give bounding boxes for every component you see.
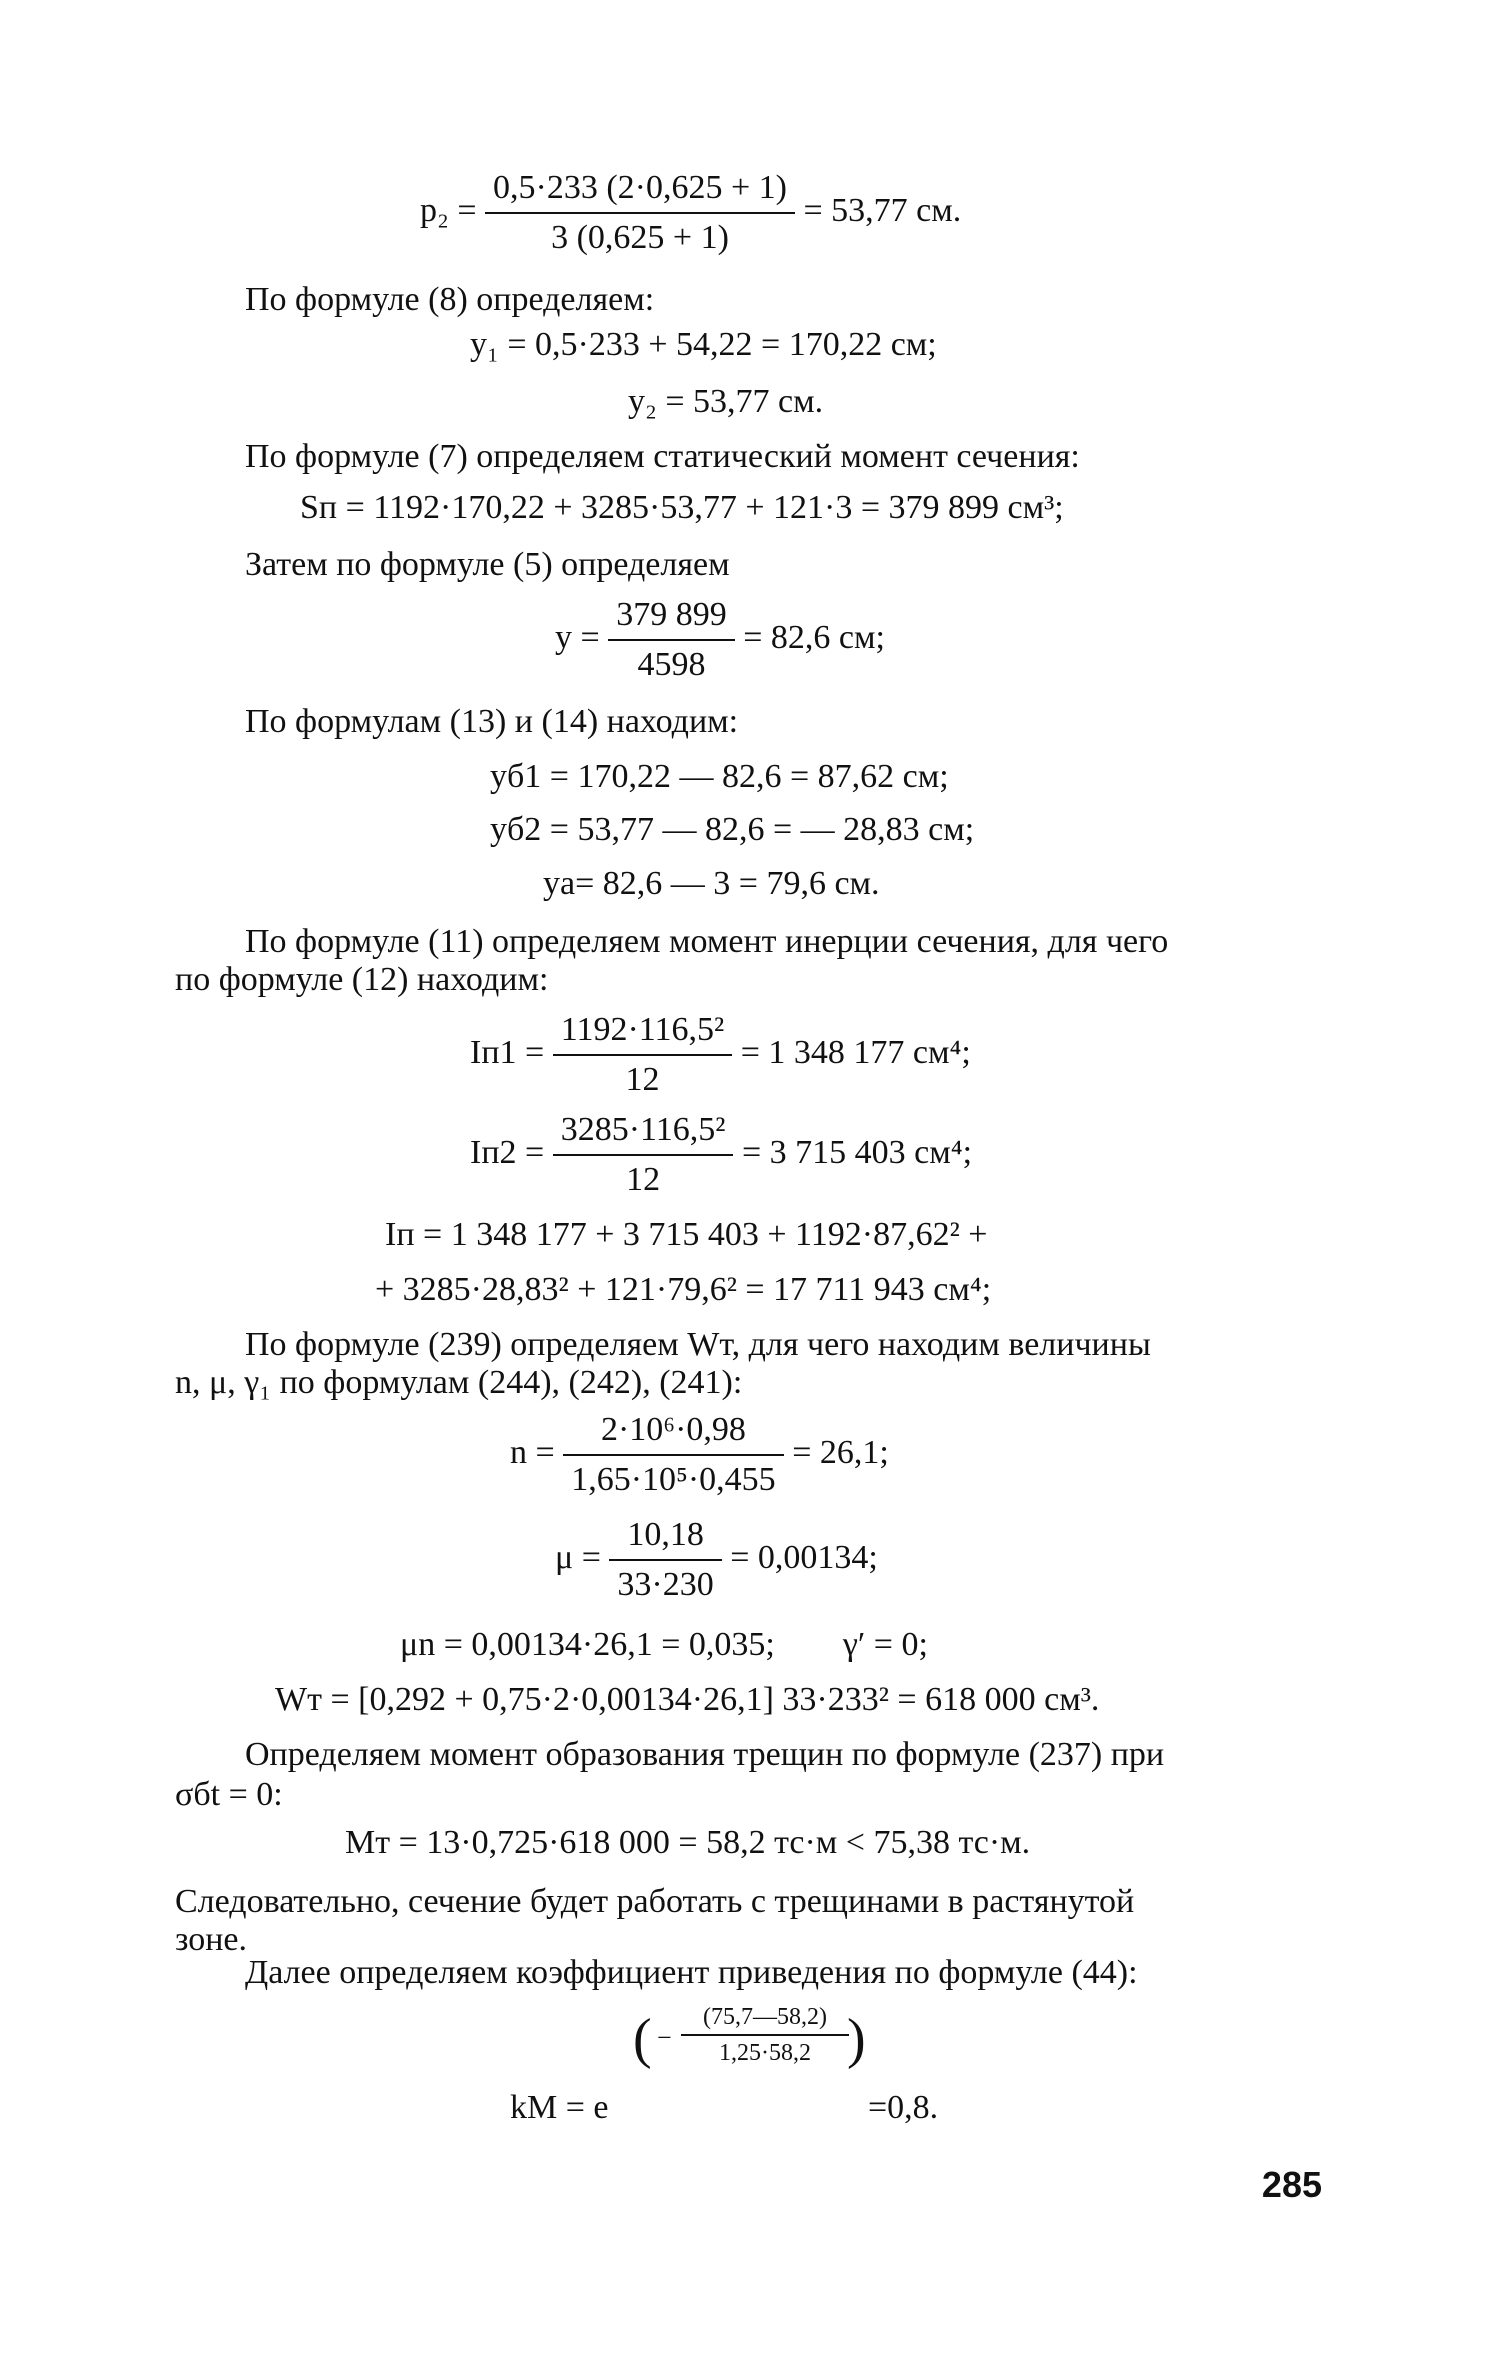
equation-mu (555, 1515, 878, 1605)
ip2-lhs: Iп2 = (470, 1133, 545, 1171)
n-fraction (563, 1410, 784, 1500)
ip1-lhs: Iп1 = (470, 1033, 545, 1071)
mu-numerator: 10,18 (609, 1515, 721, 1561)
ip1-denominator: 12 (625, 1061, 660, 1098)
page-number: 285 (1261, 2164, 1322, 2205)
text-formula11-line2: по формуле (12) находим: (175, 961, 549, 998)
mu-lhs: μ = (555, 1538, 601, 1576)
mu-fraction (609, 1515, 721, 1605)
text-formula5: Затем по формуле (5) определяем (245, 546, 730, 583)
y-rhs: = 82,6 см; (743, 618, 885, 656)
ip2-denominator: 12 (626, 1161, 661, 1198)
ip1-fraction (553, 1010, 733, 1100)
equation-km-rhs: =0,8. (868, 2089, 939, 2126)
text-formula11-line1: По формуле (11) определяем момент инерции сечения, для чего (245, 923, 1169, 960)
equation-yb1: yб1 = 170,22 — 82,6 = 87,62 см; (490, 758, 949, 795)
p2-fraction (485, 168, 795, 258)
equation-ip-line2: + 3285·28,83² + 121·79,6² = 17 711 943 см⁴; (375, 1271, 992, 1308)
y-lhs: y = (555, 618, 600, 656)
text-conclusion-line1: Следовательно, сечение будет работать с трещинами в растянутой (175, 1883, 1135, 1920)
mu-denominator: 33·230 (617, 1566, 714, 1603)
km-exponent-numerator: (75,7—58,2) (681, 2003, 849, 2036)
equation-wt: Wт = [0,292 + 0,75·2·0,00134·26,1] 33·233² = 618 000 см³. (275, 1681, 1100, 1718)
text-formula13: По формулам (13) и (14) находим: (245, 703, 739, 740)
km-exponent-fraction (681, 2003, 849, 2067)
ip2-rhs: = 3 715 403 см⁴; (741, 1133, 973, 1171)
text-formula239-line2: n, μ, γ₁ по формулам (244), (242), (241): (175, 1364, 743, 1401)
equation-ip1 (470, 1010, 971, 1100)
km-exponent-left-paren: ( (633, 2008, 652, 2070)
equation-y2: y₂ = 53,77 см. (628, 383, 824, 420)
y-numerator: 379 899 (608, 595, 735, 641)
text-formula237-line2: σбt = 0: (175, 1776, 283, 1813)
n-lhs: n = (510, 1433, 555, 1471)
equation-ya: yа= 82,6 — 3 = 79,6 см. (543, 865, 880, 902)
ip2-numerator: 3285·116,5² (553, 1110, 734, 1156)
equation-mun: μn = 0,00134·26,1 = 0,035; γ′ = 0; (400, 1626, 928, 1663)
equation-sp: Sп = 1192·170,22 + 3285·53,77 + 121·3 = 379 899 см³; (300, 489, 1064, 526)
n-rhs: = 26,1; (792, 1433, 889, 1471)
text-formula44: Далее определяем коэффициент приведения по формуле (44): (245, 1954, 1138, 1991)
p2-numerator: 0,5·233 (2·0,625 + 1) (485, 168, 795, 214)
km-exponent (633, 2003, 866, 2083)
p2-lhs: p₂ = (420, 191, 477, 229)
equation-y (555, 595, 885, 685)
n-denominator: 1,65·10⁵·0,455 (571, 1461, 776, 1498)
equation-mt: Mт = 13·0,725·618 000 = 58,2 тс·м < 75,38 тс·м. (345, 1824, 1031, 1861)
equation-yb2: yб2 = 53,77 — 82,6 = — 28,83 см; (490, 811, 975, 848)
y-denominator: 4598 (637, 646, 706, 683)
equation-ip2 (470, 1110, 972, 1200)
equation-n (510, 1410, 889, 1500)
ip2-fraction (553, 1110, 734, 1200)
equation-km-lhs: kM = e (510, 2089, 609, 2126)
ip1-rhs: = 1 348 177 см⁴; (740, 1033, 971, 1071)
n-numerator: 2·10⁶·0,98 (563, 1410, 784, 1456)
p2-denominator: 3 (0,625 + 1) (551, 219, 729, 256)
mu-rhs: = 0,00134; (730, 1538, 878, 1576)
equation-p2 (420, 168, 961, 258)
km-exponent-denominator: 1,25·58,2 (719, 2040, 811, 2066)
ip1-numerator: 1192·116,5² (553, 1010, 733, 1056)
text-conclusion-line2: зоне. (175, 1921, 248, 1958)
equation-ip-line1: Iп = 1 348 177 + 3 715 403 + 1192·87,62² + (385, 1216, 988, 1253)
text-formula7: По формуле (7) определяем статический момент сечения: (245, 438, 1080, 475)
text-formula237-line1: Определяем момент образования трещин по формуле (237) при (245, 1736, 1165, 1773)
y-fraction (608, 595, 735, 685)
p2-rhs: = 53,77 см. (803, 191, 962, 229)
equation-y1: y₁ = 0,5·233 + 54,22 = 170,22 см; (470, 326, 937, 363)
text-formula239-line1: По формуле (239) определяем Wт, для чего находим величины (245, 1326, 1151, 1363)
text-formula8: По формуле (8) определяем: (245, 281, 655, 318)
km-exponent-minus: − (657, 2023, 672, 2052)
km-exponent-right-paren: ) (847, 2008, 866, 2070)
